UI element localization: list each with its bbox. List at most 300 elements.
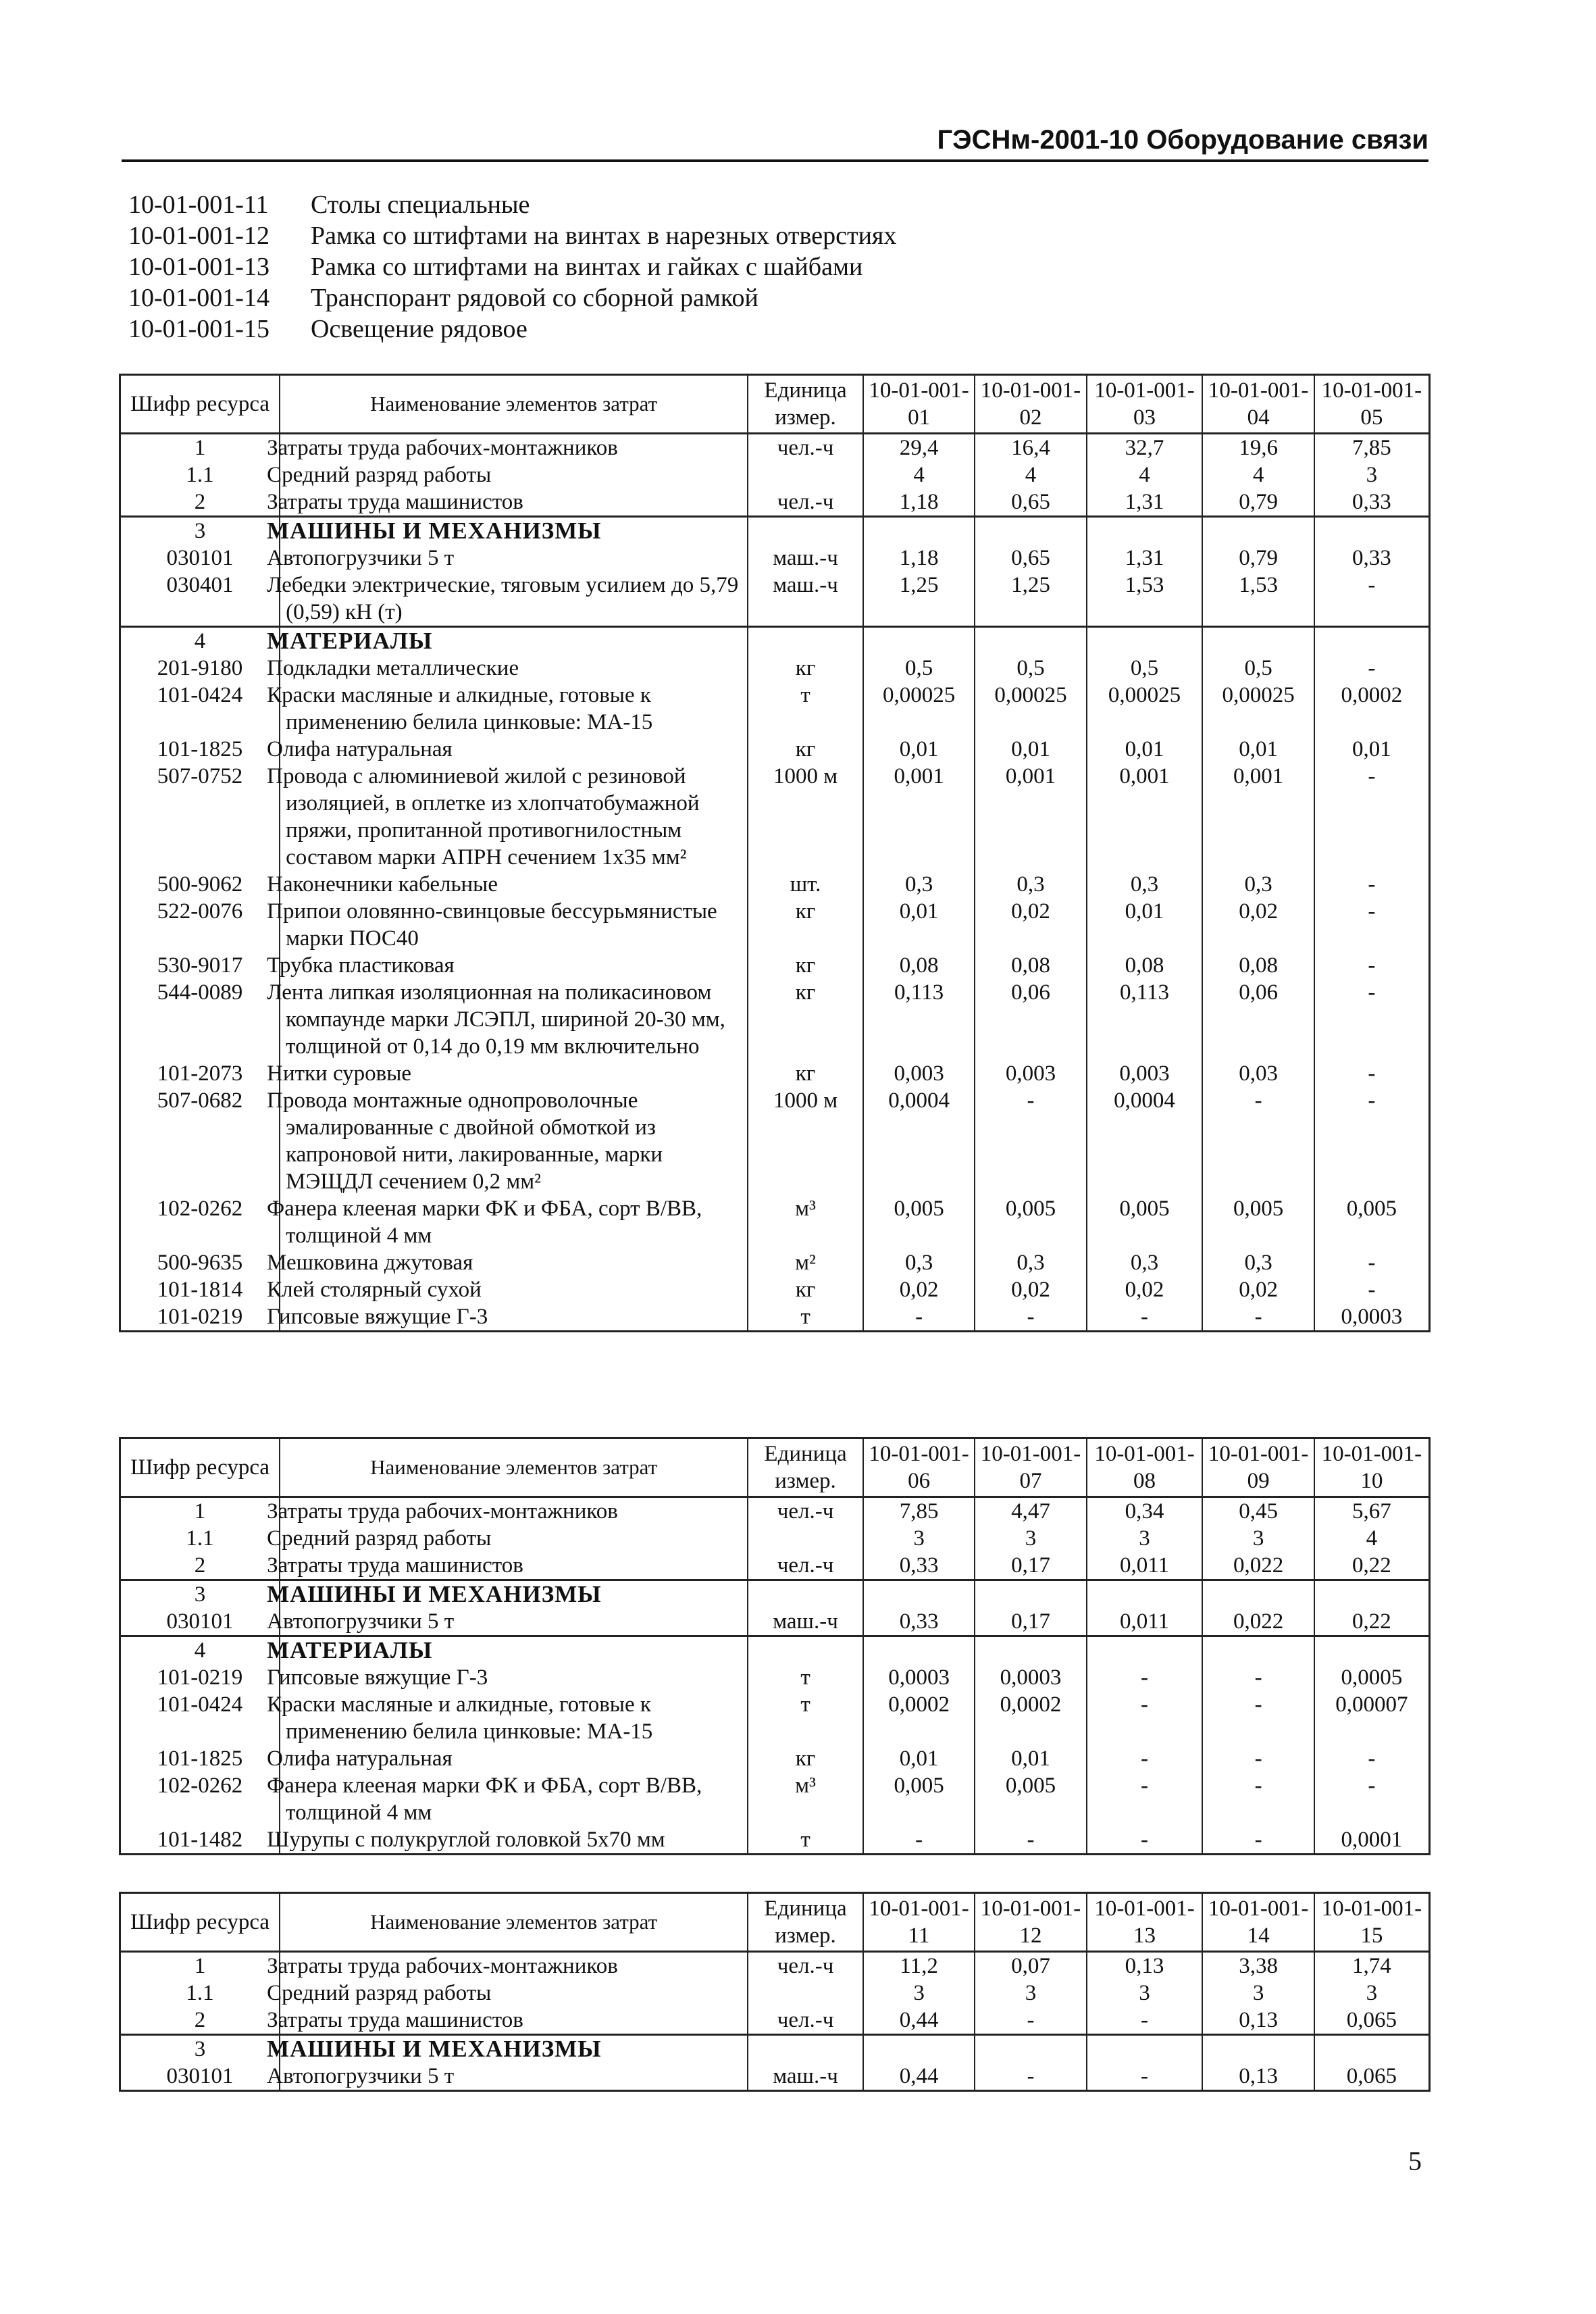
resource-value: 0,5 (1087, 655, 1203, 682)
resource-value: 0,08 (1202, 952, 1314, 979)
resource-value: 0,3 (975, 871, 1086, 898)
resource-code: 102-0262 (120, 1772, 280, 1826)
resource-unit: т (748, 1691, 863, 1745)
resource-value: 0,3 (863, 1249, 975, 1276)
resource-value: 1,53 (1087, 572, 1203, 627)
resource-unit: чел.-ч (748, 1497, 863, 1526)
column-header-unit: Единица измер. (748, 1438, 863, 1497)
resource-value: 3 (863, 1525, 975, 1552)
resource-value (975, 1636, 1086, 1665)
column-header-norm: 10-01-001-02 (975, 375, 1086, 434)
column-header-norm: 10-01-001-15 (1314, 1893, 1430, 1952)
resource-value: 0,022 (1202, 1552, 1314, 1580)
resource-code: 3 (120, 1580, 280, 1609)
column-header-norm: 10-01-001-07 (975, 1438, 1086, 1497)
resource-value (1087, 627, 1203, 655)
resource-code: 030401 (120, 572, 280, 627)
resource-name: МАШИНЫ И МЕХАНИЗМЫ (280, 517, 748, 545)
table-row (120, 1497, 1430, 1526)
table-row (120, 1060, 1430, 1087)
resource-value: 0,011 (1087, 1608, 1203, 1636)
column-header-norm: 10-01-001-04 (1202, 375, 1314, 434)
resource-value: 0,005 (1314, 1195, 1430, 1249)
resource-code: 101-0219 (120, 1303, 280, 1332)
resource-value: 0,0003 (975, 1664, 1086, 1691)
resource-name: Мешковина джутовая (280, 1249, 748, 1276)
resource-value: - (1314, 1276, 1430, 1303)
resource-value: - (1314, 655, 1430, 682)
resource-code: 101-1825 (120, 1745, 280, 1772)
work-list (128, 189, 896, 345)
resource-value: 0,0003 (1314, 1303, 1430, 1332)
resource-value: 3 (1087, 1980, 1203, 2007)
resource-unit: кг (748, 898, 863, 952)
resource-value: - (1202, 1087, 1314, 1195)
resource-value: - (1202, 1303, 1314, 1332)
resource-code: 500-9062 (120, 871, 280, 898)
resource-value: 0,5 (1202, 655, 1314, 682)
resource-value (863, 627, 975, 655)
resource-unit (748, 461, 863, 488)
resource-value: 4,47 (975, 1497, 1086, 1526)
resource-value: 0,003 (1087, 1060, 1203, 1087)
column-header-code: Шифр ресурса (120, 1438, 280, 1497)
resource-value: 0,3 (1202, 1249, 1314, 1276)
resource-value: 0,45 (1202, 1497, 1314, 1526)
resource-name: Клей столярный сухой (280, 1276, 748, 1303)
resource-value: 0,13 (1202, 2063, 1314, 2091)
table-row (120, 1826, 1430, 1855)
resource-value: 0,01 (863, 1745, 975, 1772)
table-header-row (120, 1893, 1430, 1952)
work-title: Освещение рядовое (311, 315, 527, 343)
resource-value: 0,33 (863, 1552, 975, 1580)
resource-value: 0,01 (863, 898, 975, 952)
resource-value: 0,01 (1087, 898, 1203, 952)
resource-name: Краски масляные и алкидные, готовые к применению белила цинковые: МА-15 (280, 1691, 748, 1745)
column-header-norm: 10-01-001-11 (863, 1893, 975, 1952)
resource-value: 3 (1087, 1525, 1203, 1552)
resource-value: 0,79 (1202, 545, 1314, 572)
table-row (120, 1980, 1430, 2007)
resource-value: 0,06 (1202, 979, 1314, 1060)
resource-name: Средний разряд работы (280, 461, 748, 488)
resource-value: 0,02 (975, 898, 1086, 952)
resource-code: 1.1 (120, 461, 280, 488)
resource-name: Затраты труда рабочих-монтажников (280, 1952, 748, 1980)
resource-name: Провода монтажные однопроволочные эмалированные с двойной обмоткой из капроновой нити, лакированные, марки МЭЩДЛ сечением 0,2 мм² (280, 1087, 748, 1195)
resource-value: 0,33 (1314, 488, 1430, 517)
resource-value: - (863, 1826, 975, 1855)
column-header-code: Шифр ресурса (120, 375, 280, 434)
resource-value: - (1314, 871, 1430, 898)
resource-table-2 (119, 1437, 1431, 1855)
resource-value: 0,02 (1087, 1276, 1203, 1303)
resource-value: - (1087, 2007, 1203, 2035)
work-code: 10-01-001-11 (128, 191, 269, 219)
resource-unit (748, 1580, 863, 1609)
resource-value: 0,00025 (975, 682, 1086, 736)
resource-value: 0,001 (863, 763, 975, 871)
resource-unit: м² (748, 1249, 863, 1276)
resource-value: 0,5 (863, 655, 975, 682)
resource-unit: м³ (748, 1772, 863, 1826)
resource-name: Трубка пластиковая (280, 952, 748, 979)
resource-unit: маш.-ч (748, 1608, 863, 1636)
resource-code: 2 (120, 488, 280, 517)
resource-value: 3 (863, 1980, 975, 2007)
column-header-norm: 10-01-001-12 (975, 1893, 1086, 1952)
resource-code: 3 (120, 517, 280, 545)
resource-value: 16,4 (975, 434, 1086, 462)
resource-code: 2 (120, 2007, 280, 2035)
resource-value: 1,25 (975, 572, 1086, 627)
work-code: 10-01-001-14 (128, 284, 269, 312)
resource-value: 0,065 (1314, 2007, 1430, 2035)
resource-value: 0,79 (1202, 488, 1314, 517)
resource-value (1314, 627, 1430, 655)
resource-value: - (1202, 1826, 1314, 1855)
work-title: Транспорант рядовой со сборной рамкой (311, 284, 758, 312)
column-header-norm: 10-01-001-08 (1087, 1438, 1203, 1497)
column-header-norm: 10-01-001-09 (1202, 1438, 1314, 1497)
resource-value: 0,01 (863, 736, 975, 763)
resource-code: 101-1814 (120, 1276, 280, 1303)
resource-value: 0,0002 (975, 1691, 1086, 1745)
resource-value (1087, 2035, 1203, 2063)
resource-name: Наконечники кабельные (280, 871, 748, 898)
resource-name: МАШИНЫ И МЕХАНИЗМЫ (280, 2035, 748, 2063)
resource-value: - (1314, 1772, 1430, 1826)
resource-value: 0,00025 (1202, 682, 1314, 736)
resource-value: 0,13 (1087, 1952, 1203, 1980)
resource-name: Олифа натуральная (280, 1745, 748, 1772)
table-row (120, 1087, 1430, 1195)
resource-value (975, 2035, 1086, 2063)
table-row (120, 1525, 1430, 1552)
resource-name: Провода с алюминиевой жилой с резиновой изоляцией, в оплетке из хлопчатобумажной пряжи, пропитанной противогнилостным составом марки АПРН сечением 1х35 мм² (280, 763, 748, 871)
resource-value: 3 (1314, 1980, 1430, 2007)
resource-value: - (975, 2063, 1086, 2091)
resource-value: 0,00007 (1314, 1691, 1430, 1745)
resource-value: 0,3 (863, 871, 975, 898)
resource-unit: т (748, 1826, 863, 1855)
resource-unit: маш.-ч (748, 572, 863, 627)
resource-value: 4 (1314, 1525, 1430, 1552)
section-row (120, 2035, 1430, 2063)
resource-code: 030101 (120, 2063, 280, 2091)
section-row (120, 627, 1430, 655)
column-header-unit: Единица измер. (748, 375, 863, 434)
resource-value: - (1202, 1664, 1314, 1691)
work-code: 10-01-001-15 (128, 315, 269, 343)
document-title: ГЭСНм-2001-10 Оборудование связи (937, 125, 1428, 155)
table-row (120, 2063, 1430, 2091)
resource-value: 1,18 (863, 488, 975, 517)
section-row (120, 517, 1430, 545)
resource-value: 0,08 (863, 952, 975, 979)
resource-value: 1,18 (863, 545, 975, 572)
resource-value: - (1314, 1745, 1430, 1772)
resource-name: Лента липкая изоляционная на поликасиновом компаунде марки ЛСЭПЛ, шириной 20-30 мм, толщиной от 0,14 до 0,19 мм включительно (280, 979, 748, 1060)
resource-code: 544-0089 (120, 979, 280, 1060)
resource-name: Фанера клееная марки ФК и ФБА, сорт В/ВВ, толщиной 4 мм (280, 1195, 748, 1249)
table-row (120, 1772, 1430, 1826)
column-header-norm: 10-01-001-10 (1314, 1438, 1430, 1497)
resource-name: Лебедки электрические, тяговым усилием до 5,79 (0,59) кН (т) (280, 572, 748, 627)
resource-value: 0,5 (975, 655, 1086, 682)
resource-code: 101-1482 (120, 1826, 280, 1855)
table-row (120, 545, 1430, 572)
resource-value (1087, 517, 1203, 545)
work-code: 10-01-001-12 (128, 222, 269, 250)
table-row (120, 763, 1430, 871)
resource-value: 0,0004 (1087, 1087, 1203, 1195)
resource-unit: кг (748, 655, 863, 682)
resource-value: - (1314, 952, 1430, 979)
resource-code: 101-1825 (120, 736, 280, 763)
resource-value: 3 (975, 1525, 1086, 1552)
resource-value: 0,07 (975, 1952, 1086, 1980)
resource-value: 0,005 (863, 1195, 975, 1249)
resource-value: - (1202, 1691, 1314, 1745)
table-row (120, 1552, 1430, 1580)
resource-value: 0,005 (863, 1772, 975, 1826)
resource-value: 5,67 (1314, 1497, 1430, 1526)
resource-name: Краски масляные и алкидные, готовые к применению белила цинковые: МА-15 (280, 682, 748, 736)
resource-value: 0,02 (1202, 1276, 1314, 1303)
resource-value (1202, 1636, 1314, 1665)
work-list-item (128, 220, 896, 251)
resource-name: Олифа натуральная (280, 736, 748, 763)
resource-value: 0,01 (1087, 736, 1203, 763)
column-header-norm: 10-01-001-06 (863, 1438, 975, 1497)
resource-value: 0,0003 (863, 1664, 975, 1691)
resource-value: - (1314, 1087, 1430, 1195)
table-row (120, 1303, 1430, 1332)
table-row (120, 1691, 1430, 1745)
resource-value: 0,22 (1314, 1608, 1430, 1636)
table-row (120, 1195, 1430, 1249)
resource-value (975, 1580, 1086, 1609)
resource-code: 507-0752 (120, 763, 280, 871)
resource-value: 1,31 (1087, 545, 1203, 572)
resource-value: 3 (1202, 1980, 1314, 2007)
resource-unit (748, 627, 863, 655)
resource-value: 0,02 (975, 1276, 1086, 1303)
table-row (120, 461, 1430, 488)
resource-unit: т (748, 682, 863, 736)
resource-code: 4 (120, 627, 280, 655)
resource-value: - (1202, 1772, 1314, 1826)
resource-value: 0,113 (863, 979, 975, 1060)
table-row (120, 871, 1430, 898)
resource-value: 0,005 (1087, 1195, 1203, 1249)
resource-unit: маш.-ч (748, 545, 863, 572)
resource-unit: кг (748, 952, 863, 979)
resource-unit (748, 517, 863, 545)
table-header-row (120, 375, 1430, 434)
resource-value: 19,6 (1202, 434, 1314, 462)
table-row (120, 1249, 1430, 1276)
resource-value: 3 (975, 1980, 1086, 2007)
work-list-item (128, 282, 896, 313)
work-list-item (128, 189, 896, 220)
resource-unit: чел.-ч (748, 488, 863, 517)
resource-unit: кг (748, 979, 863, 1060)
resource-value: 3 (1202, 1525, 1314, 1552)
resource-value: 0,001 (975, 763, 1086, 871)
resource-value: 0,005 (1202, 1195, 1314, 1249)
resource-value: - (1314, 1249, 1430, 1276)
resource-value: - (1087, 1745, 1203, 1772)
resource-value: - (1202, 1745, 1314, 1772)
resource-value: 0,065 (1314, 2063, 1430, 2091)
resource-value: 0,011 (1087, 1552, 1203, 1580)
resource-code: 1.1 (120, 1525, 280, 1552)
resource-value (1087, 1636, 1203, 1665)
resource-value: 0,001 (1087, 763, 1203, 871)
resource-value (1314, 1636, 1430, 1665)
table-row (120, 736, 1430, 763)
table-row (120, 952, 1430, 979)
resource-value (1314, 2035, 1430, 2063)
resource-unit: кг (748, 1060, 863, 1087)
resource-value: 0,13 (1202, 2007, 1314, 2035)
resource-value: - (1087, 1664, 1203, 1691)
resource-value: 0,01 (975, 1745, 1086, 1772)
table-row (120, 1664, 1430, 1691)
resource-name: МАШИНЫ И МЕХАНИЗМЫ (280, 1580, 748, 1609)
resource-value: - (863, 1303, 975, 1332)
resource-name: Затраты труда рабочих-монтажников (280, 1497, 748, 1526)
resource-value (863, 1580, 975, 1609)
resource-value (975, 627, 1086, 655)
resource-unit (748, 2035, 863, 2063)
work-list-item (128, 313, 896, 345)
resource-value: 0,0005 (1314, 1664, 1430, 1691)
table-row (120, 434, 1430, 462)
resource-code: 1 (120, 1497, 280, 1526)
resource-value (1314, 517, 1430, 545)
resource-value: 0,005 (975, 1195, 1086, 1249)
resource-unit: т (748, 1303, 863, 1332)
resource-value: 0,33 (863, 1608, 975, 1636)
resource-value (863, 2035, 975, 2063)
resource-value: 0,65 (975, 545, 1086, 572)
resource-value (863, 1636, 975, 1665)
resource-value: 7,85 (1314, 434, 1430, 462)
resource-value: - (1087, 1691, 1203, 1745)
resource-value: 0,003 (863, 1060, 975, 1087)
column-header-name: Наименование элементов затрат (280, 375, 748, 434)
resource-unit (748, 1636, 863, 1665)
resource-name: Подкладки металлические (280, 655, 748, 682)
resource-unit: маш.-ч (748, 2063, 863, 2091)
resource-code: 500-9635 (120, 1249, 280, 1276)
resource-value: - (975, 2007, 1086, 2035)
resource-value: 0,08 (1087, 952, 1203, 979)
resource-name: Затраты труда машинистов (280, 488, 748, 517)
table-row (120, 2007, 1430, 2035)
resource-name: Нитки суровые (280, 1060, 748, 1087)
table-row (120, 1952, 1430, 1980)
resource-unit (748, 1525, 863, 1552)
resource-code: 507-0682 (120, 1087, 280, 1195)
resource-value: 4 (975, 461, 1086, 488)
column-header-name: Наименование элементов затрат (280, 1438, 748, 1497)
resource-value: 0,005 (975, 1772, 1086, 1826)
resource-name: Гипсовые вяжущие Г-3 (280, 1303, 748, 1332)
table-row (120, 572, 1430, 627)
column-header-norm: 10-01-001-03 (1087, 375, 1203, 434)
table-header-row (120, 1438, 1430, 1497)
resource-unit: чел.-ч (748, 2007, 863, 2035)
resource-value: 0,113 (1087, 979, 1203, 1060)
resource-unit: 1000 м (748, 763, 863, 871)
resource-unit: чел.-ч (748, 1552, 863, 1580)
resource-value: 0,02 (1202, 898, 1314, 952)
column-header-unit: Единица измер. (748, 1893, 863, 1952)
resource-value: - (1087, 2063, 1203, 2091)
resource-value: - (1314, 898, 1430, 952)
resource-name: Автопогрузчики 5 т (280, 2063, 748, 2091)
resource-value: 0,03 (1202, 1060, 1314, 1087)
column-header-code: Шифр ресурса (120, 1893, 280, 1952)
page-number: 5 (1408, 2146, 1422, 2176)
resource-name: Автопогрузчики 5 т (280, 545, 748, 572)
resource-name: МАТЕРИАЛЫ (280, 1636, 748, 1665)
table-row (120, 488, 1430, 517)
resource-value (1202, 517, 1314, 545)
resource-code: 101-0219 (120, 1664, 280, 1691)
resource-value: 0,65 (975, 488, 1086, 517)
resource-unit (748, 1980, 863, 2007)
resource-value: - (975, 1826, 1086, 1855)
resource-code: 522-0076 (120, 898, 280, 952)
resource-name: Шурупы с полукруглой головкой 5х70 мм (280, 1826, 748, 1855)
resource-code: 3 (120, 2035, 280, 2063)
resource-code: 1 (120, 434, 280, 462)
resource-unit: кг (748, 1745, 863, 1772)
resource-value: - (1314, 763, 1430, 871)
resource-value: 32,7 (1087, 434, 1203, 462)
resource-unit: чел.-ч (748, 434, 863, 462)
resource-value: 3,38 (1202, 1952, 1314, 1980)
resource-name: Автопогрузчики 5 т (280, 1608, 748, 1636)
resource-value: - (1087, 1303, 1203, 1332)
resource-value: 4 (863, 461, 975, 488)
resource-value: - (1087, 1826, 1203, 1855)
resource-value (1202, 1580, 1314, 1609)
work-title: Столы специальные (311, 191, 530, 219)
resource-value: 0,003 (975, 1060, 1086, 1087)
column-header-norm: 10-01-001-14 (1202, 1893, 1314, 1952)
resource-value: 0,01 (1202, 736, 1314, 763)
resource-value: 0,3 (1202, 871, 1314, 898)
resource-code: 1 (120, 1952, 280, 1980)
resource-value: 4 (1202, 461, 1314, 488)
resource-value: 0,08 (975, 952, 1086, 979)
resource-name: Припои оловянно-свинцовые бессурьмянистые марки ПОС40 (280, 898, 748, 952)
resource-value: 0,3 (975, 1249, 1086, 1276)
column-header-name: Наименование элементов затрат (280, 1893, 748, 1952)
resource-value: 0,01 (975, 736, 1086, 763)
resource-value: 7,85 (863, 1497, 975, 1526)
resource-code: 201-9180 (120, 655, 280, 682)
table-row (120, 898, 1430, 952)
table-row (120, 682, 1430, 736)
